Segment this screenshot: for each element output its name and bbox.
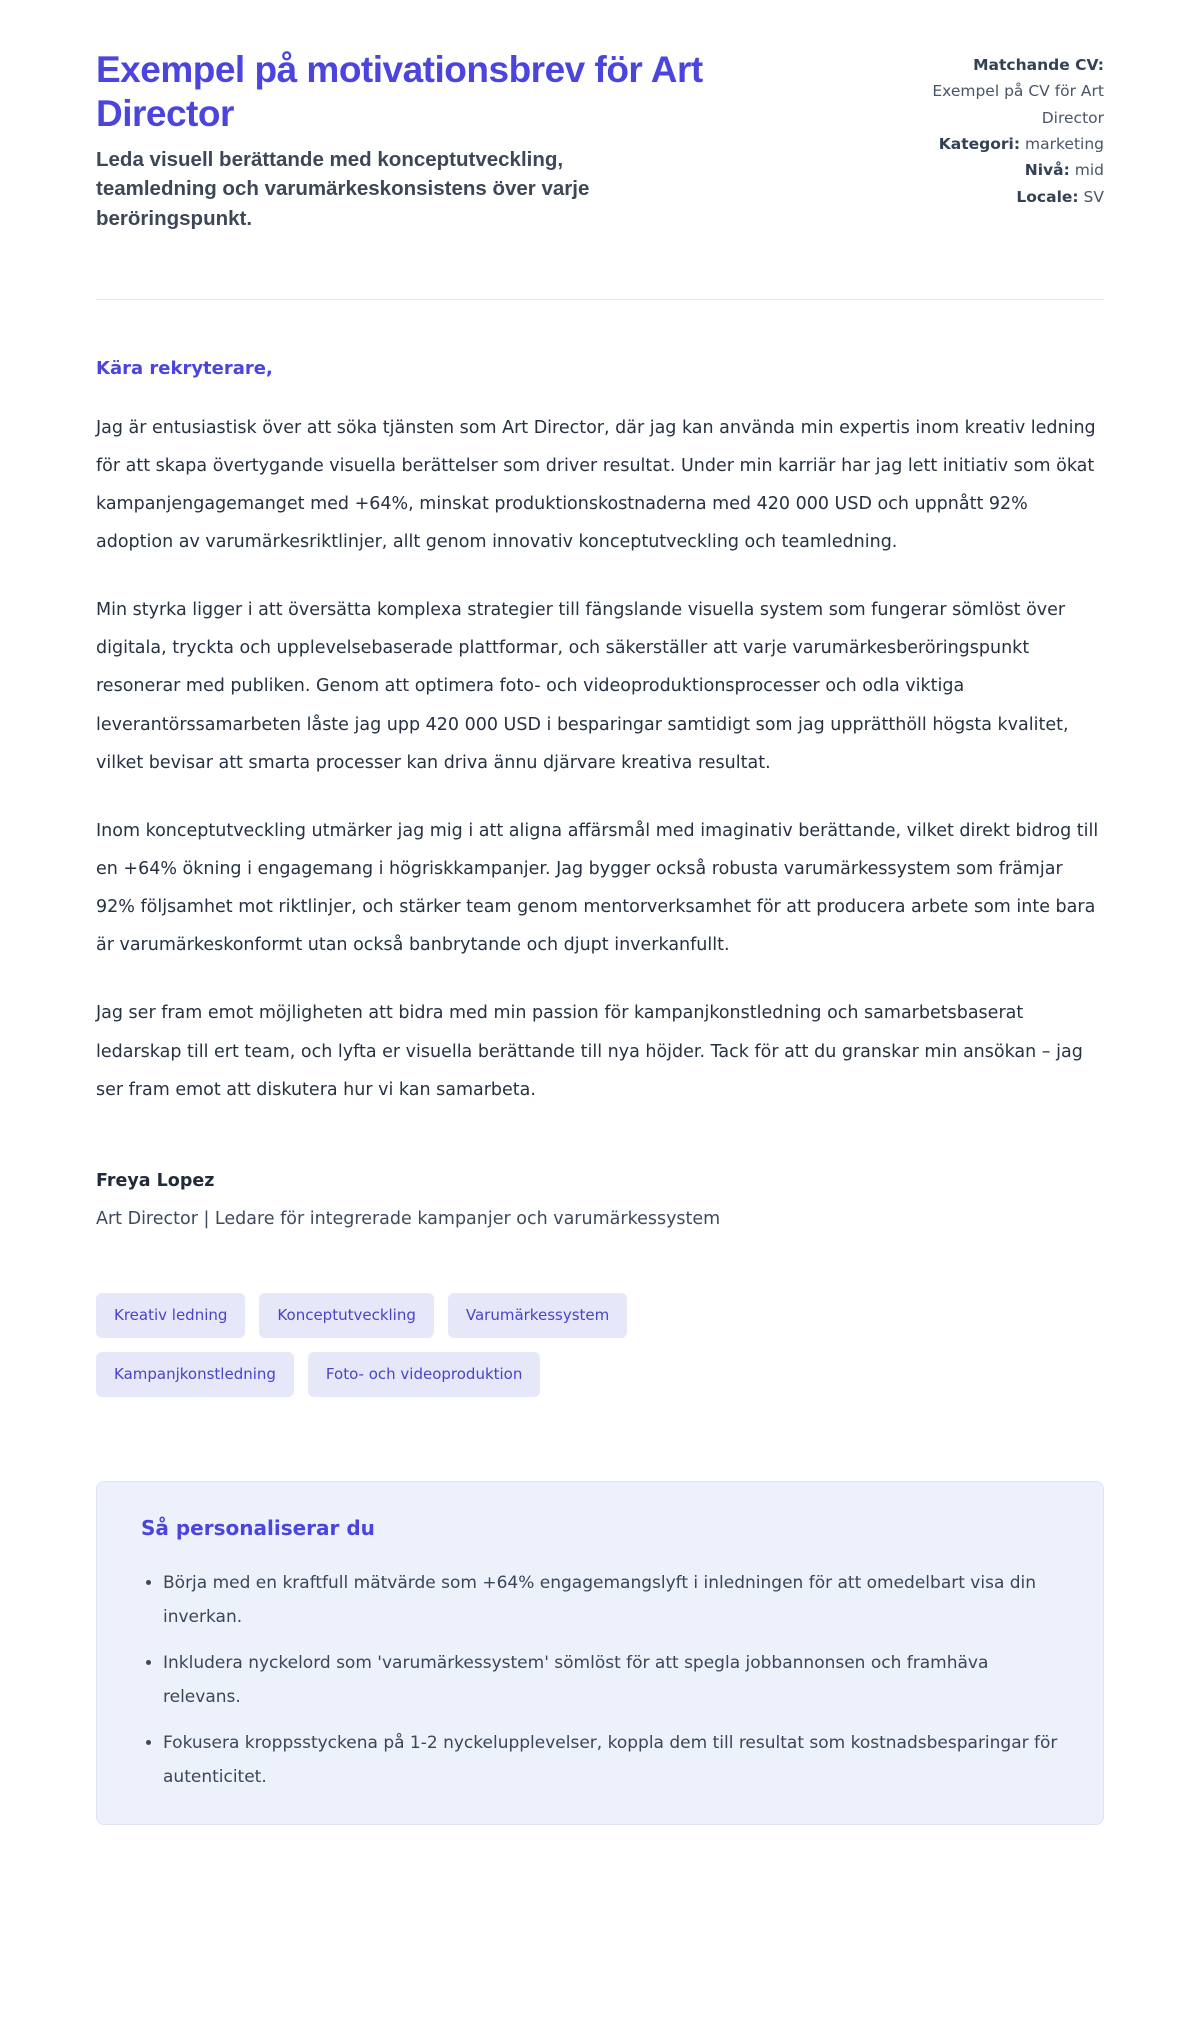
skill-tag: Kreativ ledning xyxy=(96,1293,245,1338)
letter-greeting: Kära rekryterare, xyxy=(96,357,273,379)
locale-label: Locale: xyxy=(1016,187,1079,206)
skill-tags xyxy=(96,1293,836,1397)
matching-cv-label: Matchande CV: xyxy=(973,56,1104,74)
matching-cv-link[interactable]: Exempel på CV för Art Director xyxy=(932,82,1104,127)
meta-level xyxy=(914,157,1104,183)
page-header xyxy=(96,48,1104,233)
tip-item: • Inkludera nyckelord som 'varumärkessystem' sömlöst för att spegla jobbannonsen och framhäva relevans. xyxy=(163,1646,1063,1714)
meta-panel xyxy=(914,48,1104,210)
personalization-tips-box xyxy=(96,1481,1104,1825)
tip-item: • Börja med en kraftfull mätvärde som +64% engagemangslyft i inledningen för att omedelbart visa din inverkan. xyxy=(163,1566,1063,1634)
tip-item: • Fokusera kroppsstyckena på 1-2 nyckelupplevelser, koppla dem till resultat som kostnadsbesparingar för autenticitet. xyxy=(163,1726,1063,1794)
meta-category xyxy=(914,131,1104,157)
meta-locale xyxy=(914,184,1104,210)
signature-name: Freya Lopez xyxy=(96,1170,215,1191)
letter-paragraph: Jag ser fram emot möjligheten att bidra med min passion för kampanjkonstledning och samarbetsbaserat ledarskap till ert team, och lyfta er visuella berättande till nya höjder. Tack för att du granskar min ansökan – jag ser fram emot att diskutera hur vi kan samarbeta. xyxy=(96,1003,1083,1100)
cover-letter-page xyxy=(96,0,1104,1905)
letter-paragraph: Jag är entusiastisk över att söka tjänsten som Art Director, där jag kan använda min expertis inom kreativ ledning för att skapa övertygande visuella berättelser som driver resultat. Under min karriär har jag lett initiativ som ökat kampanjengagemanget med +64%, minskat produktionskostnaderna med 420 000 USD och uppnått 92% adoption av varumärkesriktlinjer, allt genom innovativ konceptutveckling och teamledning. xyxy=(96,417,1096,553)
page-title: Exempel på motivationsbrev för Art Director xyxy=(96,49,703,134)
skill-tag: Varumärkessystem xyxy=(448,1293,627,1338)
letter-paragraph: Min styrka ligger i att översätta komplexa strategier till fängslande visuella system som fungerar sömlöst över digitala, tryckta och upplevelsebaserade plattformar, och säkerställer att varje varumärkesberöringspunkt resonerar med publiken. Genom att optimera foto- och videoproduktionsprocesser och odla viktiga leverantörssamarbeten låste jag upp 420 000 USD i besparingar samtidigt som jag upprätthöll högsta kvalitet, vilket bevisar att smarta processer kan driva ännu djärvare kreativa resultat. xyxy=(96,600,1069,773)
skill-tag: Konceptutveckling xyxy=(259,1293,433,1338)
skill-tag: Kampanjkonstledning xyxy=(96,1352,294,1397)
meta-matching-cv xyxy=(914,52,1104,131)
level-value: mid xyxy=(1074,161,1104,180)
letter-paragraph: Inom konceptutveckling utmärker jag mig i att aligna affärsmål med imaginativ berättande, vilket direkt bidrog till en +64% ökning i engagemang i högriskkampanjer. Jag bygger också robusta varumärkessystem som främjar 92% följsamhet mot riktlinjer, och stärker team genom mentorverksamhet för att producera arbete som inte bara är varumärkeskonformt utan också banbrytande och djupt inverkanfullt. xyxy=(96,820,1099,956)
category-value: marketing xyxy=(1025,135,1104,154)
locale-value: SV xyxy=(1083,187,1104,206)
page-subtitle: Leda visuell berättande med konceptutveckling, teamledning och varumärkeskonsistens över varje beröringspunkt. xyxy=(96,148,590,230)
tips-list xyxy=(141,1566,1063,1794)
letter-body xyxy=(96,358,1104,1229)
category-label: Kategori: xyxy=(938,135,1021,154)
header-divider xyxy=(96,299,1104,300)
skill-tag: Foto- och videoproduktion xyxy=(308,1352,540,1397)
level-label: Nivå: xyxy=(1024,161,1070,180)
header-titles xyxy=(96,48,756,233)
tips-title: Så personaliserar du xyxy=(141,1515,375,1540)
signature-role: Art Director | Ledare för integrerade kampanjer och varumärkessystem xyxy=(96,1208,721,1229)
